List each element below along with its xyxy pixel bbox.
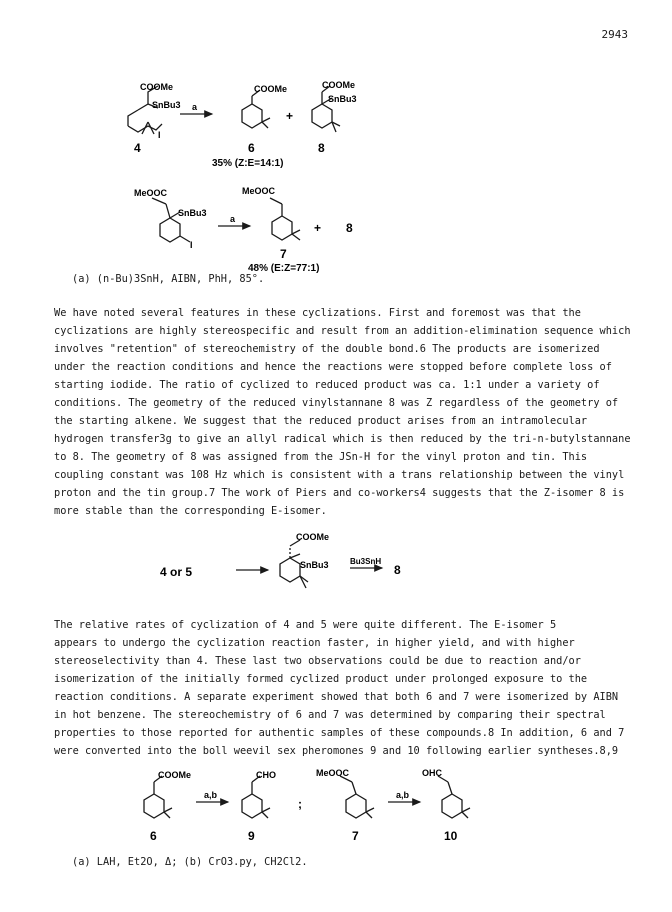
scheme-2-product: 8 <box>394 563 401 577</box>
intermediate-right-label: SnBu3 <box>300 560 329 570</box>
arrow-1-label: a <box>192 102 198 112</box>
compound-8-number: 8 <box>318 141 325 155</box>
product-6-top-label: COOMe <box>254 84 288 94</box>
page-number: 2943 <box>601 28 628 41</box>
compound-7-number: 7 <box>280 247 287 261</box>
reaction-scheme-3 <box>140 768 500 848</box>
reactant-4-top-label: COOMe <box>140 82 174 92</box>
reaction-scheme-1 <box>100 78 420 274</box>
product-8-right-label: SnBu3 <box>328 94 357 104</box>
scheme-3-product-9-label: CHO <box>256 770 276 780</box>
arrow-2-label: a <box>230 214 236 224</box>
reactant-5-top-label: MeOOC <box>134 188 168 198</box>
scheme-3-reactant-6-label: COOMe <box>158 770 192 780</box>
plus-sign-1: + <box>286 109 294 123</box>
scheme-2-reagent: Bu3SnH <box>350 557 382 566</box>
reactant-4-right-label: SnBu3 <box>152 100 181 110</box>
compound-8-number-row2: 8 <box>346 221 353 235</box>
scheme-3-compound-7: 7 <box>352 829 359 843</box>
reaction-scheme-2 <box>150 528 450 600</box>
scheme-3-compound-9: 9 <box>248 829 255 843</box>
product-8-top-label: COOMe <box>322 80 356 90</box>
scheme-3-arrow-right-label: a,b <box>396 790 410 800</box>
scheme-1-caption: (a) (n-Bu)3SnH, AIBN, PhH, 85°. <box>72 273 265 285</box>
scheme-2-reactant: 4 or 5 <box>160 565 193 579</box>
product-7-top-label: MeOOC <box>242 186 276 196</box>
scheme-3-reactant-7-label: MeOOC <box>316 768 350 778</box>
yield-row-2: 48% (E:Z=77:1) <box>248 263 320 274</box>
scheme-3-caption: (a) LAH, Et2O, Δ; (b) CrO3.py, CH2Cl2. <box>72 856 308 868</box>
paragraph-1: We have noted several features in these cyclizations. First and foremost was that the cyclizations are highly stereospecific and result from an addition-elimination sequence which involves "retention" of stereochemistry of the double bond.6 The products are isomerized under the reaction conditions and hence the reactions were stopped before complete loss of starting iodide. The ratio of cyclized to reduced product was ca. 1:1 under a variety of conditions. The geometry of the reduced vinylstannane 8 was Z regardless of the geometry of the starting alkene. We suggest that the reduced product arises from an intramolecular hydrogen transfer3g to give an allyl radical which is then reduced by the tri-n-butylstannane to 8. The geometry of 8 was assigned from the JSn-H for the vinyl proton and tin. This coupling constant was 108 Hz which is consistent with a trans relationship between the vinyl proton and the tin group.7 The work of Piers and co-workers4 suggests that the Z-isomer 8 is more stable than the corresponding E-isomer. <box>54 307 631 517</box>
scheme-3-compound-6: 6 <box>150 829 157 843</box>
scheme-3-product-10-label: OHC <box>422 768 442 778</box>
plus-sign-2: + <box>314 221 322 235</box>
compound-6-number: 6 <box>248 141 255 155</box>
scheme-3-separator: ; <box>298 797 302 811</box>
scheme-3-arrow-left-label: a,b <box>204 790 218 800</box>
reactant-5-bottom-label: I <box>190 240 193 250</box>
reactant-4-bottom-label: I <box>158 130 161 140</box>
intermediate-top-label: COOMe <box>296 532 330 542</box>
yield-row-1: 35% (Z:E=14:1) <box>212 158 284 169</box>
scheme-3-compound-10: 10 <box>444 829 458 843</box>
reactant-5-right-label: SnBu3 <box>178 208 207 218</box>
paragraph-2: The relative rates of cyclization of 4 and 5 were quite different. The E-isomer 5 appears to undergo the cyclization reaction faster, in higher yield, and with higher stereoselectivity than 4. These last two observations could be due to reaction and/or isomerization of the initially formed cyclized product under prolonged exposure to the reaction conditions. A separate experiment showed that both 6 and 7 were isomerized by AIBN in hot benzene. The stereochemistry of 6 and 7 was determined by comparing their spectral properties to those reported for authentic samples of these compounds.8 In addition, 6 and 7 were converted into the boll weevil sex pheromones 9 and 10 following earlier syntheses.8,9 <box>54 619 625 757</box>
compound-4-number: 4 <box>134 141 141 155</box>
